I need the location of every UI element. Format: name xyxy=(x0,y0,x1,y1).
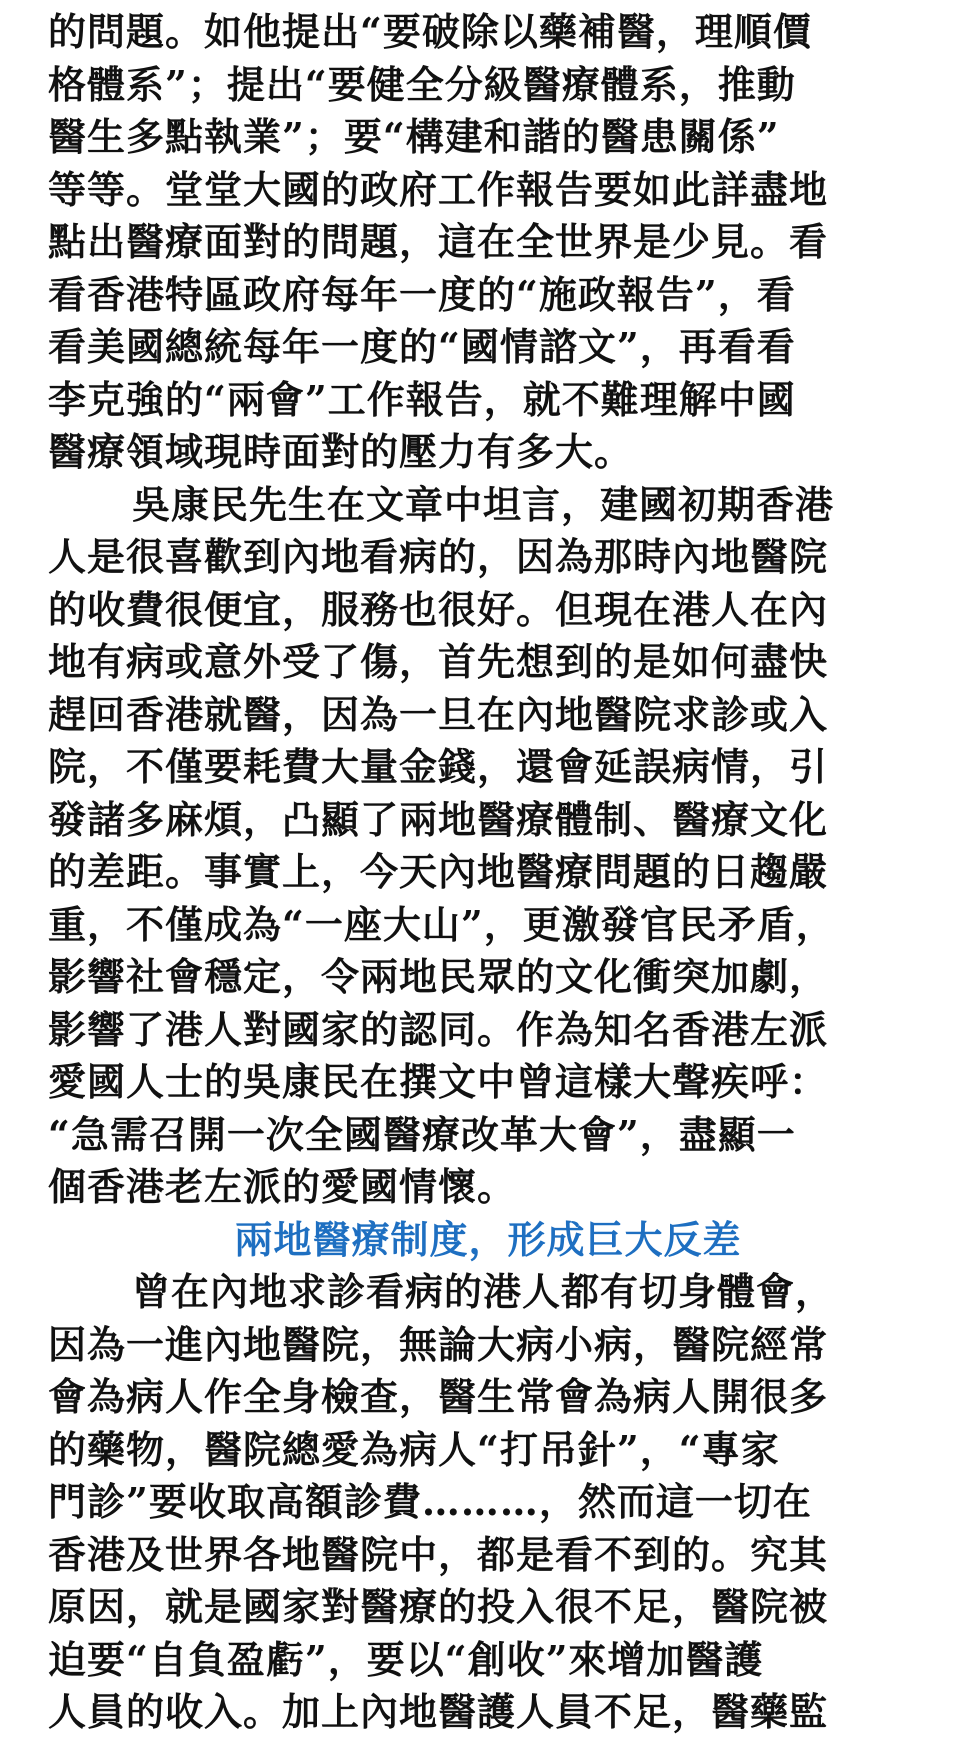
text-line: 地有病或意外受了傷，首先想到的是如何盡快 xyxy=(48,639,829,684)
text-line: 李克強的“兩會”工作報告，就不難理解中國 xyxy=(48,376,796,422)
text-line: 影響了港人對國家的認同。作為知名香港左派 xyxy=(48,1006,829,1052)
text-line: 的藥物，醫院總愛為病人“打吊針”，“專家 xyxy=(48,1426,780,1472)
text-line: 人是很喜歡到內地看病的，因為那時內地醫院 xyxy=(48,534,829,579)
paragraph xyxy=(48,479,980,1214)
text-line: 的收費很便宜，服務也很好。但現在港人在內 xyxy=(48,586,829,632)
text-line: 看香港特區政府每年一度的“施政報告”，看 xyxy=(48,271,796,317)
text-line: 因為一進內地醫院，無論大病小病，醫院經常 xyxy=(48,1321,829,1367)
section-heading: 兩地醫療制度，形成巨大反差 xyxy=(234,1216,742,1262)
text-line: 重，不僅成為“一座大山”，更激發官民矛盾， xyxy=(48,901,835,947)
text-line: 迫要“自負盈虧”，要以“創收”來增加醫護 xyxy=(48,1636,764,1682)
text-line: 的問題。如他提出“要破除以藥補醫，理順價 xyxy=(48,9,812,54)
text-line: 點出醫療面對的問題，這在全世界是少見。看 xyxy=(48,219,829,264)
text-line: 發諸多麻煩，凸顯了兩地醫療體制、醫療文化 xyxy=(48,796,829,842)
text-line: 影響社會穩定，令兩地民眾的文化衝突加劇， xyxy=(48,954,829,999)
paragraph-first-line: 曾在內地求診看病的港人都有切身體會， xyxy=(132,1269,835,1314)
text-line: 的差距。事實上，今天內地醫療問題的日趨嚴 xyxy=(48,849,829,894)
text-line: 原因，就是國家對醫療的投入很不足，醫院被 xyxy=(48,1584,829,1629)
text-line: 趕回香港就醫，因為一旦在內地醫院求診或入 xyxy=(48,691,829,737)
text-line: 醫生多點執業”；要“構建和諧的醫患關係” xyxy=(48,114,780,159)
text-line: 人員的收入。加上內地醫護人員不足，醫藥監 xyxy=(48,1689,829,1734)
text-line: 看美國總統每年一度的“國情諮文”，再看看 xyxy=(48,324,796,369)
text-line: 香港及世界各地醫院中，都是看不到的。究其 xyxy=(48,1531,829,1577)
text-line: 個香港老左派的愛國情懷。 xyxy=(48,1164,517,1209)
text-line: 格體系”；提出“要健全分級醫療體系，推動 xyxy=(48,61,796,107)
text-line: 會為病人作全身檢查，醫生常會為病人開很多 xyxy=(48,1374,829,1419)
paragraph xyxy=(48,1266,980,1739)
text-line: 醫療領域現時面對的壓力有多大。 xyxy=(48,429,634,474)
text-line: 院，不僅要耗費大量金錢，還會延誤病情，引 xyxy=(48,744,829,789)
paragraph-first-line: 吳康民先生在文章中坦言，建國初期香港 xyxy=(132,481,835,527)
text-line: “急需召開一次全國醫療改革大會”，盡顯一 xyxy=(48,1111,796,1157)
text-line: 等等。堂堂大國的政府工作報告要如此詳盡地 xyxy=(48,166,829,212)
paragraph-continuation xyxy=(48,6,980,479)
text-line: 愛國人士的吳康民在撰文中曾這樣大聲疾呼： xyxy=(48,1059,829,1104)
text-line: 門診”要收取高額診費………，然而這一切在 xyxy=(48,1479,812,1524)
